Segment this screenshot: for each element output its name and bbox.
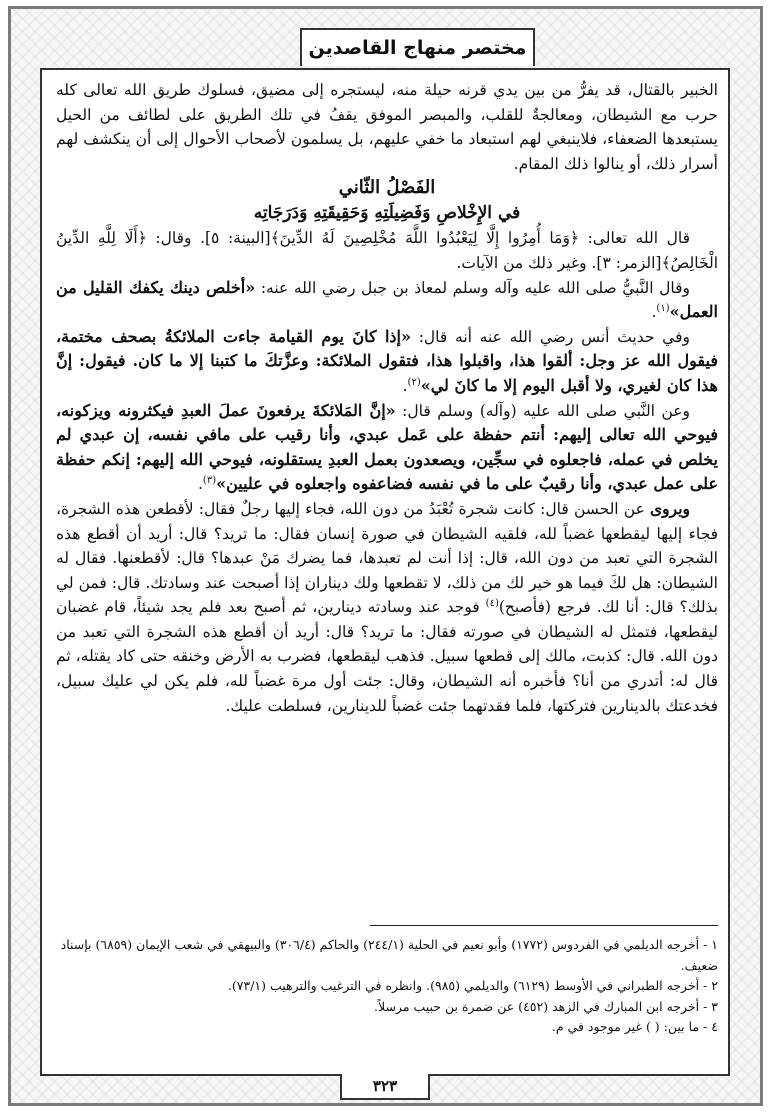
- lead-word: ويروى: [650, 498, 690, 518]
- hadith-quote: «أخلص دينك يكفك القليل من العمل»: [56, 277, 718, 322]
- paragraph-intro: وفي حديث أنس رضي الله عنه أنه قال:: [410, 327, 690, 346]
- footnote-marker: (١): [656, 303, 670, 314]
- paragraph: [56, 497, 718, 718]
- footnote: ٢ - أخرجه الطبراني في الأوسط (٦١٢٩) والديلمي (٩٨٥). وانظره في الترغيب والترهيب (٧٣/١).: [227, 978, 718, 993]
- footnote-marker: (٣): [202, 475, 217, 487]
- section-subheading: في الإِخْلاصِ وَفَضِيلَتِهِ وَحَقِيقَتِهِ وَدَرَجَاتِه: [253, 203, 521, 224]
- paragraph: الخبير بالقتال، قد يفرُّ من بين يدي قرنه حيلة منه، ليستجره إلى مضيق، فسلوك طريق الله تعالى كله حرب مع الشيطان، ومعالجةٌ للقلب، والمبصر الموفق يقفُ في تلك الطريق على لطائف من الحيل يستبعدها الضعفاء، فلاينبغي لهم استبعاد ما خفي عليهم، بل يسلمون لأصحاب الأحوال إلى أن ينكشف لهم أسرار ذلك، أو ينالوا ذلك المقام.: [56, 81, 718, 173]
- book-title: مختصر منهاج القاصدين: [300, 28, 535, 66]
- paragraph: [56, 399, 718, 497]
- footnote-marker: (٢): [407, 376, 421, 388]
- page-number: ٣٢٣: [340, 1074, 430, 1100]
- footnote: ٤ - ما بين: ( ) غير موجود في م.: [551, 1019, 718, 1034]
- section-heading: الفَصْلُ الثّاني: [338, 177, 436, 199]
- paragraph: [56, 325, 718, 399]
- footnote-marker: (٤): [485, 598, 499, 610]
- footnote: ٣ - أخرجه ابن المبارك في الزهد (٤٥٢) عن ضمرة بن حبيب مرسلاً.: [374, 998, 718, 1014]
- paragraph: قال الله تعالى: ﴿وَمَا أُمِرُوا إِلَّا لِيَعْبُدُوا اللَّهَ مُخْلِصِينَ لَهُ الدِّينَ﴾[البينة: ٥]. وقال: ﴿أَلَا لِلَّهِ الدِّينُ الْخَالِصُ﴾[الزمر: ٣]. وغير ذلك من الآيات.: [56, 229, 718, 272]
- paragraph-intro: وقال النَّبيُّ صلى الله عليه وآله وسلم لمعاذ بن جبل رضي الله عنه:: [255, 278, 690, 297]
- footnote: ١ - أخرجه الديلمي في الفردوس (١٧٧٢) وأبو نعيم في الحلية (٢٤٤/١) والحاكم (٣٠٦/٤) والبيهقي في شعب الإيمان (٦٨٥٩) بإسناد ضعيف.: [60, 937, 718, 973]
- footnote-separator: [370, 925, 718, 926]
- main-text: [56, 78, 718, 718]
- paragraph-end: .: [651, 303, 657, 322]
- narrative-text: عن الحسن قال: كانت شجرة تُعْبَدُ من دون الله، فجاء إليها رجلٌ فقال: لأقطعن هذه الشجرة، فجاء إليها ليقطعها غضباً لله، فلقيه الشيطان في صورة إنسان فقال: ما تريد؟ قال: أريد أن أقطع هذه الشجرة التي تعبد من دون الله، قال: إذا أنت لم تعبدها، فما يضرك مَنْ عبدها؟ قال: لأقطعنها. فقال له الشيطان: هل لكَ فيما هو خير لك من ذلك، لا تقطعها ولك ديناران إذا أصبحت عند وسادتك. قال: فمن لي بذلك؟ قال: أنا لك. فرجع (فأصبح): [56, 499, 718, 617]
- narrative-text: فوجد عند وسادته دينارين، ثم أصبح بعد فلم يجد شيئاً، قام غضبان ليقطعها، فتمثل له الشيطان في صورته فقال: ما تريد؟ قال: أريد أن أقطع هذه الشجرة التي تعبد من دون الله. قال: كذبت، مالك إلى قطعها سبيل. فذهب ليقطعها، فضرب به الأرض وخنقه حتى كاد يقتله، ثم قال له: أتدري من أنا؟ فأخبره أنه الشيطان، وقال: جئت أول مرة غضباً لله، فلم يكن لي عليك سبيل، فخدعتك بالدينارين فتركتها، فلما فقدتهما جئت غضباً للدينارين، فسلطت عليك.: [56, 598, 718, 715]
- hadith-quote: «إنَّ المَلائكةَ يرفعونَ عملَ العبدِ فيكثرونه ويزكونه، فيوحي الله تعالى إليهم: أنتم حفظة على عَمل عبدي، وأنا رقيب على مافي نفسه، إن عبدي لم يخلص في عمله، فاجعلوه في سجِّين، ويصعدون بعمل العبدِ يستقلونه، فيوحي الله إليهم: إنكم حفظة على عمل عبدي، وأنا رقيبٌ على ما في نفسه فضاعفوه واجعلوه في عليين»: [56, 400, 718, 494]
- paragraph-end: .: [197, 475, 203, 494]
- footnotes: [56, 935, 718, 1038]
- paragraph-intro: وعن النَّبي صلى الله عليه (وآله) وسلم قال:: [395, 401, 690, 420]
- hadith-quote: «إذا كانَ يوم القيامة جاءت الملائكةُ بصحف مختمة، فيقول الله عز وجل: ألقوا هذا، واقبلوا هذا، فتقول الملائكة: وعزَّتكَ ما كتبنا إلا ما كان. فيقول: إنَّ هذا كان لغيري، ولا أقبل اليوم إلا ما كانَ لي»: [56, 326, 718, 395]
- paragraph-end: .: [402, 376, 408, 395]
- paragraph: [56, 276, 718, 325]
